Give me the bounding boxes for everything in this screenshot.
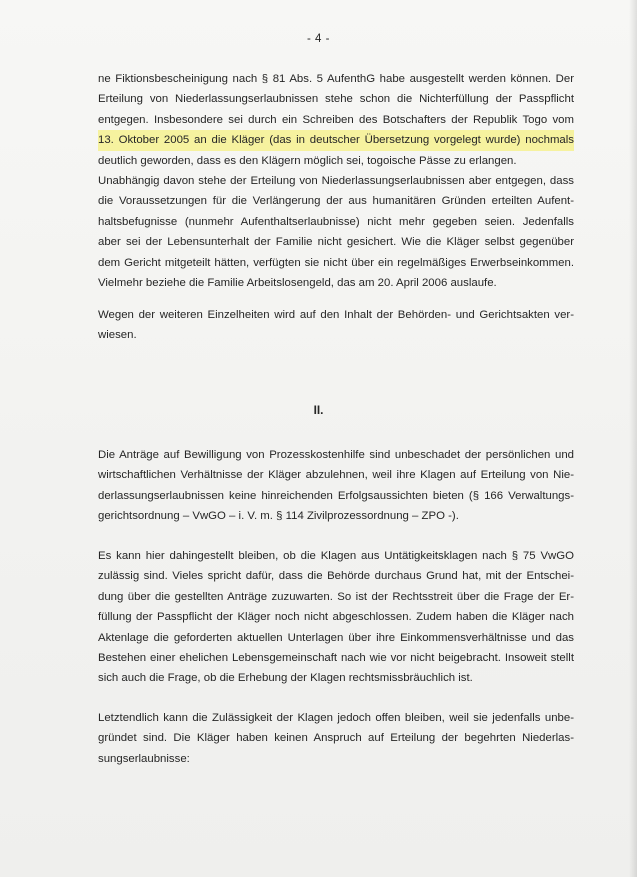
text-line: dem Gericht mitgeteilt hätten, verfügten sie nicht über ein regelmäßiges Erwerbseinkommen. (98, 256, 574, 269)
text-line: derlassungserlaubnissen keine hinreichenden Erfolgsaussichten bieten (§ 166 Verwaltungs- (98, 489, 574, 502)
text-line: sich auch die Frage, ob die Erhebung der Klagen rechtsmissbräuchlich ist. (98, 672, 473, 685)
text-line: zulässig sind. Vieles spricht dafür, dass die Behörde durchaus Grund hat, mit der Entschei- (98, 570, 574, 583)
text-line: entgegen. Insbesondere sei durch ein Schreiben des Botschafters der Republik Togo vom (98, 113, 574, 126)
page-edge-shadow (629, 0, 637, 877)
text-line: Unabhängig davon stehe der Erteilung von Niederlassungserlaubnissen aber entgegen, dass (98, 175, 574, 188)
text-line: füllung der Passpflicht der Kläger noch nicht abgeschlossen. Zudem haben die Kläger nach (98, 611, 574, 624)
page-number: - 4 - (307, 33, 330, 45)
paragraph-1 (98, 69, 574, 293)
text-line: sungserlaubnisse: (98, 752, 190, 765)
paragraph-4 (98, 546, 574, 689)
text-line: Es kann hier dahingestellt bleiben, ob die Klagen aus Untätigkeitsklagen nach § 75 VwGO (98, 550, 574, 562)
text-line: Erteilung von Niederlassungserlaubnissen stehe schon die Nichterfüllung der Passpflicht (98, 93, 574, 106)
text-line: dung über die gestellten Anträge zuzuwarten. So ist der Rechtsstreit über die Frage der Er- (98, 590, 574, 603)
section-heading: II. (313, 403, 324, 417)
text-line: haltsbefugnisse (nunmehr Aufenthaltserlaubnisse) nicht mehr gegeben seien. Jedenfalls (98, 215, 574, 228)
text-line: Die Anträge auf Bewilligung von Prozesskostenhilfe sind unbeschadet der persönlichen und (98, 449, 574, 461)
paragraph-3 (98, 445, 574, 527)
text-line: Aktenlage die geforderten aktuellen Unterlagen über ihre Einkommensverhältnisse und das (98, 631, 574, 644)
text-line: gründet sind. Die Kläger haben keinen Anspruch auf Erteilung der begehrten Niederlas- (98, 732, 574, 745)
text-line: gerichtsordnung – VwGO – i. V. m. § 114 Zivilprozessordnung – ZPO -). (98, 510, 459, 523)
text-line: wirtschaftlichen Verhältnisse der Kläger abzulehnen, weil ihre Klagen auf Erteilung von Nie- (98, 469, 574, 482)
text-line: wiesen. (98, 329, 137, 342)
text-line: ne Fiktionsbescheinigung nach § 81 Abs. 5 AufenthG habe ausgestellt werden können. Der (98, 73, 574, 85)
paragraph-2 (98, 305, 574, 346)
text-line: deutlich geworden, dass es den Klägern möglich sei, togoische Pässe zu erlangen. (98, 154, 517, 167)
text-line: die Voraussetzungen für die Verlängerung der aus humanitären Gründen erteilten Aufent- (98, 195, 574, 208)
highlighted-text-line: 13. Oktober 2005 an die Kläger (das in deutscher Übersetzung vorgelegt wurde) nochmals (98, 130, 574, 150)
text-line: Bestehen einer ehelichen Lebensgemeinschaft nach wie vor nicht beigebracht. Insoweit stellt (98, 652, 574, 665)
text-line: Wegen der weiteren Einzelheiten wird auf den Inhalt der Behörden- und Gerichtsakten ver- (98, 309, 574, 321)
text-line: Letztendlich kann die Zulässigkeit der Klagen jedoch offen bleiben, weil sie jedenfalls unbe- (98, 712, 574, 724)
text-line: Vielmehr beziehe die Familie Arbeitslosengeld, das am 20. April 2006 auslaufe. (98, 277, 497, 290)
text-line: aber sei der Lebensunterhalt der Familie nicht gesichert. Wie die Kläger selbst gegenüber (98, 236, 574, 249)
paragraph-5 (98, 708, 574, 769)
